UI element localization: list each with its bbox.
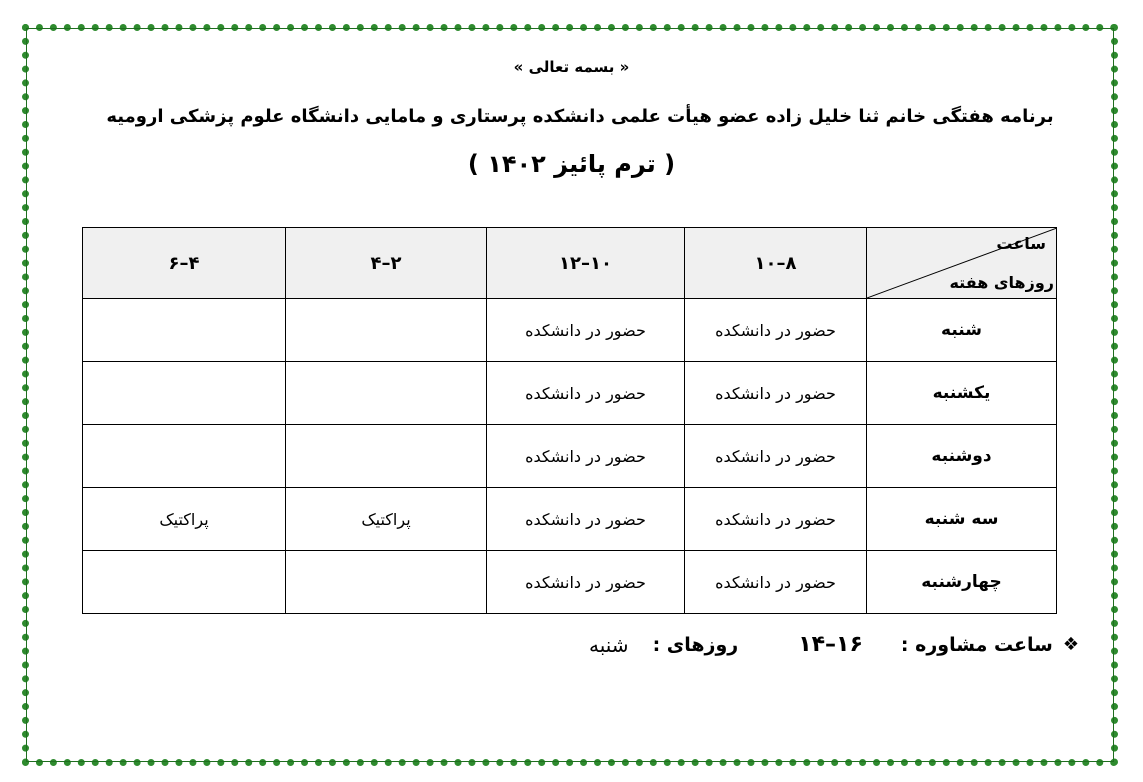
schedule-cell: حضور در دانشکده <box>685 299 867 362</box>
table-row <box>83 362 1057 425</box>
day-cell: سه شنبه <box>867 488 1057 551</box>
table-row <box>83 551 1057 614</box>
schedule-cell <box>83 551 286 614</box>
schedule-cell: حضور در دانشکده <box>685 362 867 425</box>
schedule-cell: حضور در دانشکده <box>487 425 685 488</box>
table-row <box>83 299 1057 362</box>
column-header-10-12: ۱۰–۱۲ <box>487 228 685 299</box>
consultation-hours: ۱۴–۱۶ <box>798 632 863 657</box>
column-header-2-4: ۲–۴ <box>286 228 487 299</box>
schedule-cell: پراکتیک <box>286 488 487 551</box>
column-header-4-6: ۴–۶ <box>83 228 286 299</box>
day-cell: چهارشنبه <box>867 551 1057 614</box>
column-header-8-10: ۸–۱۰ <box>685 228 867 299</box>
consultation-days-label: روزهای : <box>652 633 739 656</box>
schedule-cell: حضور در دانشکده <box>487 488 685 551</box>
table-row <box>83 488 1057 551</box>
schedule-title: برنامه هفتگی خانم ثنا خلیل زاده عضو هیأت علمی دانشکده پرستاری و مامایی دانشگاه علوم پزشکی ارومیه <box>106 106 1054 127</box>
table-row <box>83 425 1057 488</box>
term-heading: ( ترم پائیز ۱۴۰۲ ) <box>467 150 676 178</box>
schedule-cell <box>286 299 487 362</box>
consultation-days-value: شنبه <box>589 632 629 657</box>
schedule-cell: حضور در دانشکده <box>685 488 867 551</box>
day-cell: دوشنبه <box>867 425 1057 488</box>
corner-header-cell <box>867 228 1057 299</box>
day-cell: شنبه <box>867 299 1057 362</box>
schedule-cell: حضور در دانشکده <box>487 362 685 425</box>
schedule-cell: حضور در دانشکده <box>487 299 685 362</box>
table-header-row <box>83 228 1057 299</box>
schedule-cell: پراکتیک <box>83 488 286 551</box>
schedule-cell <box>83 299 286 362</box>
schedule-cell: حضور در دانشکده <box>487 551 685 614</box>
consultation-hours-line <box>589 632 1079 657</box>
weekday-header-label: روزهای هفته <box>949 273 1054 292</box>
schedule-cell <box>83 362 286 425</box>
schedule-cell <box>286 425 487 488</box>
weekly-schedule-table <box>82 227 1057 614</box>
schedule-cell <box>286 551 487 614</box>
schedule-cell <box>286 362 487 425</box>
schedule-cell <box>83 425 286 488</box>
day-cell: یکشنبه <box>867 362 1057 425</box>
hour-header-label: ساعت <box>996 234 1046 253</box>
schedule-cell: حضور در دانشکده <box>685 551 867 614</box>
diamond-bullet-icon: ❖ <box>1062 634 1079 655</box>
consultation-label: ساعت مشاوره : <box>900 633 1053 656</box>
basmala-heading: « بسمه تعالی » <box>513 58 630 76</box>
schedule-cell: حضور در دانشکده <box>685 425 867 488</box>
